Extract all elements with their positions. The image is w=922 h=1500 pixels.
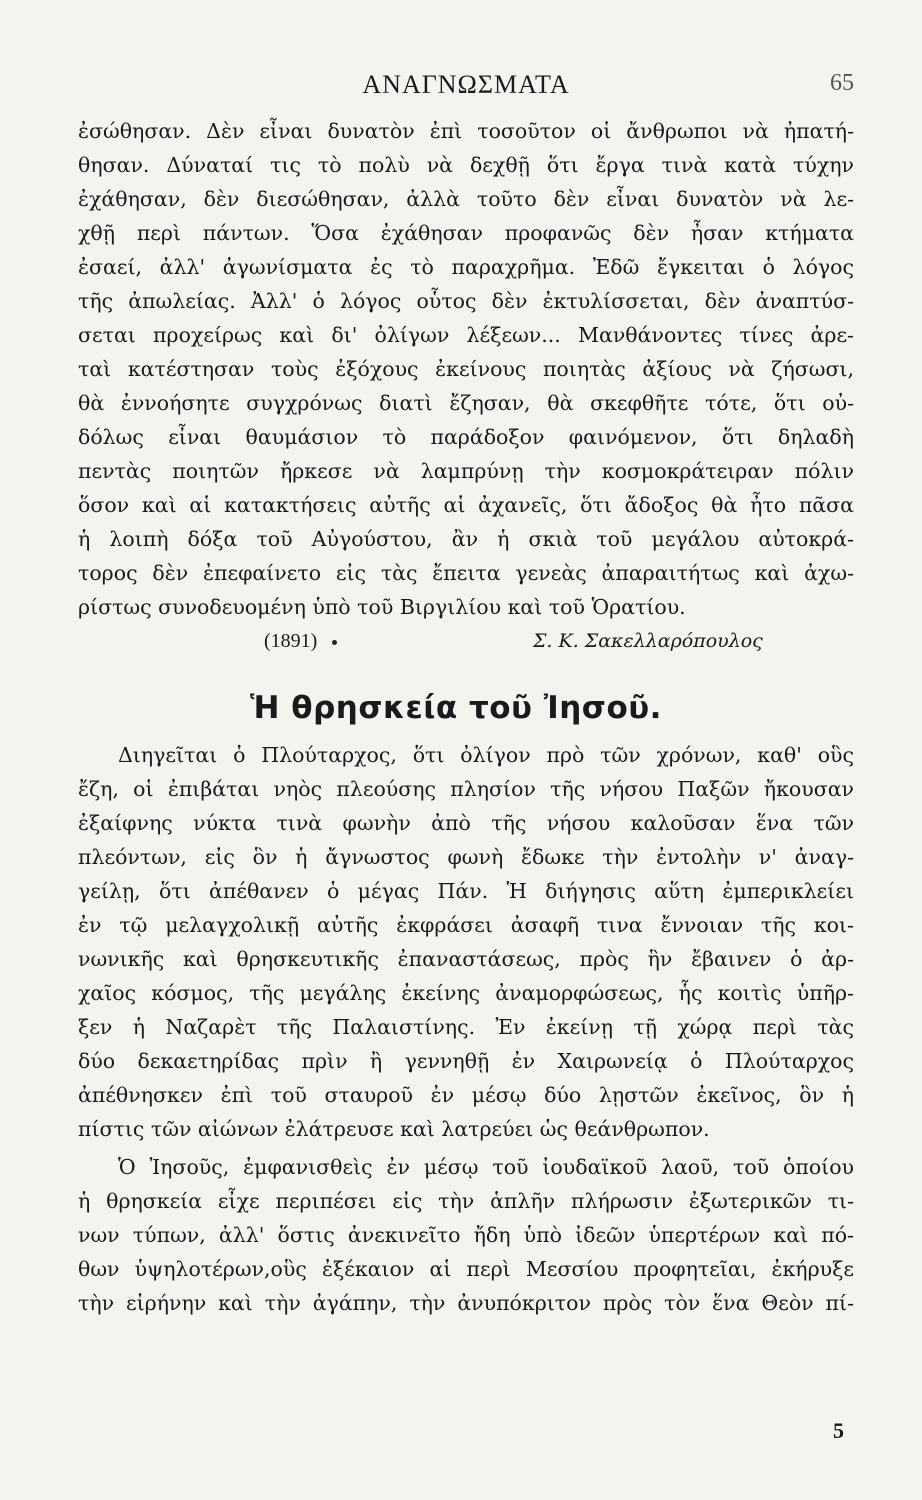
page: [78, 70, 854, 1320]
text-line: θὰ ἐννοήσητε συγχρόνως διατὶ ἔζησαν, θὰ σκεφθῆτε τότε, ὅτι οὐ-: [78, 391, 854, 415]
text-line: δόλως εἶναι θαυμάσιον τὸ παράδοξον φαινόμενον, ὅτι δηλαδὴ: [78, 425, 854, 449]
text-line: γείλῃ, ὅτι ἀπέθανεν ὁ μέγας Πάν. Ἡ διήγησις αὕτη ἐμπερικλείει: [78, 879, 854, 903]
text-line: πίστις τῶν αἰώνων ἐλάτρευσε καὶ λατρεύει ὡς θεάνθρωπον.: [78, 1117, 710, 1141]
text-line: ὅσον καὶ αἱ κατακτήσεις αὐτῆς αἱ ἀχανεῖς, ὅτι ἄδοξος θὰ ἦτο πᾶσα: [78, 493, 854, 517]
text-line: ἀπέθνησκεν ἐπὶ τοῦ σταυροῦ ἐν μέσῳ δύο λῃστῶν ἐκεῖνος, ὃν ἡ: [78, 1083, 854, 1107]
text-line: ξεν ἡ Ναζαρὲτ τῆς Παλαιστίνης. Ἐν ἐκείνῃ τῇ χώρᾳ περὶ τὰς: [78, 1015, 854, 1039]
text-line: ἐσαεί, ἀλλ' ἀγωνίσματα ἐς τὸ παραχρῆμα. Ἐδῶ ἔγκειται ὁ λόγος: [78, 255, 854, 279]
text-line: δύο δεκαετηρίδας πρὶν ἢ γεννηθῇ ἐν Χαιρωνείᾳ ὁ Πλούταρχος: [78, 1049, 854, 1073]
text-line: τορος δὲν ἐπεφαίνετο εἰς τὰς ἔπειτα γενεὰς ἀπαραιτήτως καὶ ἀχω-: [78, 561, 854, 585]
text-line: θησαν. Δύναταί τις τὸ πολὺ νὰ δεχθῇ ὅτι ἔργα τινὰ κατὰ τύχην: [78, 153, 854, 177]
text-line: ἐν τῷ μελαγχολικῇ αὐτῆς ἐκφράσει ἀσαφῆ τινα ἔννοιαν τῆς κοι-: [78, 913, 854, 937]
text-line: θων ὑψηλοτέρων,οὓς ἐξέκαιον αἱ περὶ Μεσσίου προφητεῖαι, ἐκήρυξε: [78, 1257, 854, 1281]
text-line: σεται προχείρως καὶ δι' ὀλίγων λέξεων... Μανθάνοντες τίνες ἀρε-: [78, 323, 854, 347]
text-line: ἐσώθησαν. Δὲν εἶναι δυνατὸν ἐπὶ τοσοῦτον οἱ ἄνθρωποι νὰ ἠπατή-: [78, 119, 854, 143]
paragraph: [78, 738, 854, 1146]
text-line: ἔζη, οἱ ἐπιβάται νηὸς πλεούσης πλησίον τῆς νήσου Παξῶν ἤκουσαν: [78, 777, 854, 801]
text-block-continuation: [78, 114, 854, 624]
signature-author: Σ. Κ. Σακελλαρόπουλος: [533, 630, 763, 652]
paragraph: [78, 1150, 854, 1320]
text-line: Διηγεῖται ὁ Πλούταρχος, ὅτι ὀλίγον πρὸ τῶν χρόνων, καθ' οὓς: [118, 743, 854, 767]
separator-dot: [332, 640, 337, 645]
text-line: νωνικῆς καὶ θρησκευτικῆς ἐπαναστάσεως, πρὸς ἣν ἔβαινεν ὁ ἀρ-: [78, 947, 854, 971]
text-line: ρίστως συνοδευομένη ὑπὸ τοῦ Βιργιλίου καὶ τοῦ Ὁρατίου.: [78, 595, 686, 619]
text-line: χαῖος κόσμος, τῆς μεγάλης ἐκείνης ἀναμορφώσεως, ἧς κοιτὶς ὑπῆρ-: [78, 981, 854, 1005]
signature-year: (1891): [264, 630, 318, 652]
signature: [78, 626, 854, 666]
running-title: ΑΝΑΓΝΩΣΜΑΤΑ: [362, 70, 570, 99]
text-line: ἐξαίφνης νύκτα τινὰ φωνὴν ἀπὸ τῆς νήσου καλοῦσαν ἕνα τῶν: [78, 811, 854, 835]
text-line: Ὁ Ἰησοῦς, ἐμφανισθεὶς ἐν μέσῳ τοῦ ἰουδαϊκοῦ λαοῦ, τοῦ ὁποίου: [118, 1155, 854, 1179]
text-line: πλεόντων, εἰς ὃν ἡ ἄγνωστος φωνὴ ἔδωκε τὴν ἐντολὴν ν' ἀναγ-: [78, 845, 854, 869]
signature-mark: 5: [833, 1418, 844, 1443]
page-number: 65: [830, 70, 854, 96]
text-line: ἡ λοιπὴ δόξα τοῦ Αὐγούστου, ἂν ἡ σκιὰ τοῦ μεγάλου αὐτοκρά-: [78, 527, 854, 551]
text-line: ἐχάθησαν, δὲν διεσώθησαν, ἀλλὰ τοῦτο δὲν εἶναι δυνατὸν νὰ λε-: [78, 187, 854, 211]
text-line: τὴν εἰρήνην καὶ τὴν ἀγάπην, τὴν ἀνυπόκριτον πρὸς τὸν ἕνα Θεὸν πί-: [78, 1291, 854, 1315]
text-line: ταὶ κατέστησαν τοὺς ἐξόχους ἐκείνους ποιητὰς ἀξίους νὰ ζήσωσι,: [78, 357, 854, 381]
running-head: [78, 70, 854, 110]
text-line: νων τύπων, ἀλλ' ὅστις ἀνεκινεῖτο ἤδη ὑπὸ ἰδεῶν ὑπερτέρων καὶ πό-: [78, 1223, 854, 1247]
section-title: Ἡ θρησκεία τοῦ Ἰησοῦ.: [250, 690, 662, 726]
text-line: πεντὰς ποιητῶν ἤρκεσε νὰ λαμπρύνῃ τὴν κοσμοκράτειραν πόλιν: [78, 459, 854, 483]
text-line: ἡ θρησκεία εἶχε περιπέσει εἰς τὴν ἁπλῆν πλήρωσιν ἐξωτερικῶν τι-: [78, 1189, 854, 1213]
text-line: χθῇ περὶ πάντων. Ὅσα ἐχάθησαν προφανῶς δὲν ἦσαν κτήματα: [78, 221, 854, 245]
text-line: τῆς ἀπωλείας. Ἀλλ' ὁ λόγος οὗτος δὲν ἐκτυλίσσεται, δὲν ἀναπτύσ-: [78, 289, 854, 313]
